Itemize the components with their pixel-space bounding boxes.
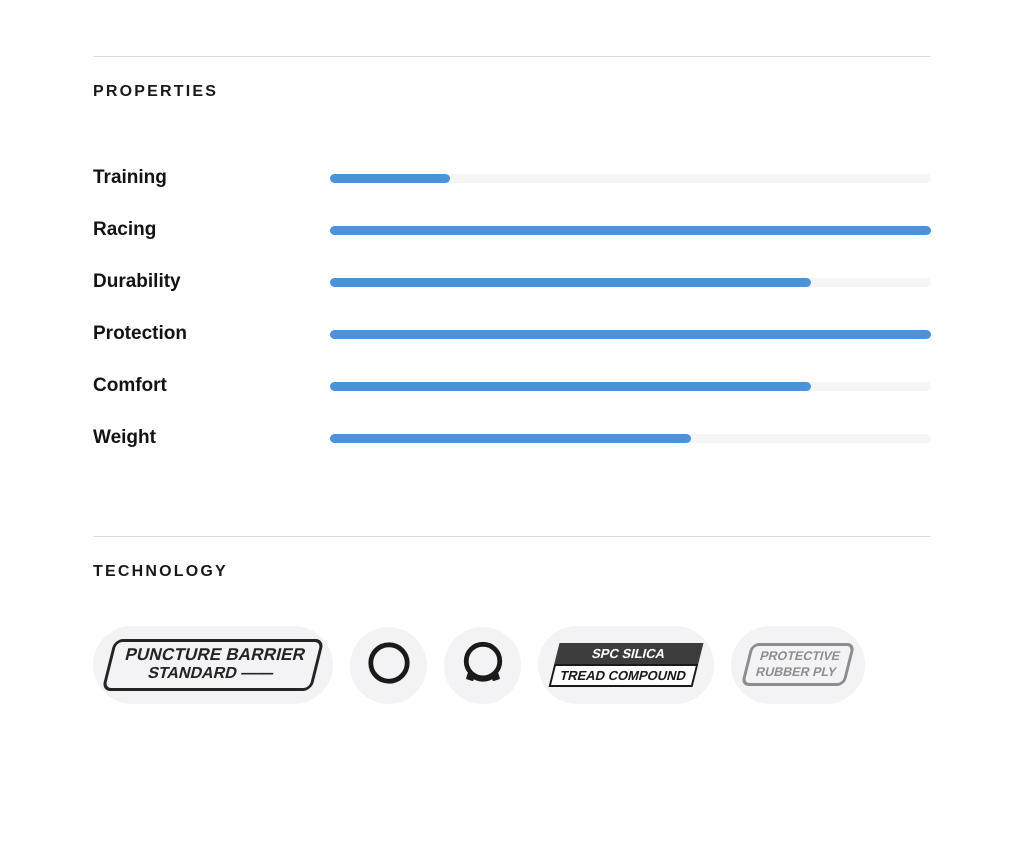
badge-protective-rubber-ply [731, 626, 865, 704]
property-label: Weight [93, 427, 156, 448]
badge-tire-outline [350, 627, 427, 704]
property-row-weight [93, 412, 931, 464]
spc-silica-logo [549, 643, 704, 687]
progress-track [330, 382, 931, 391]
progress-track [330, 278, 931, 287]
property-row-training [93, 152, 931, 204]
badge-puncture-barrier-standard [93, 626, 333, 704]
protective-rubber-ply-logo [741, 643, 856, 686]
property-row-durability [93, 256, 931, 308]
progress-fill [330, 278, 811, 287]
property-label: Comfort [93, 375, 167, 396]
badge-spc-silica-tread-compound [538, 626, 714, 704]
progress-fill [330, 330, 931, 339]
badge-tire-bead-outline [444, 627, 521, 704]
puncture-barrier-logo [102, 639, 325, 691]
progress-track [330, 174, 931, 183]
progress-fill [330, 226, 931, 235]
badge-text-line: TREAD COMPOUND [549, 664, 699, 688]
product-details-panel [93, 56, 931, 704]
progress-track [330, 226, 931, 235]
badge-text-line: PROTECTIVE [758, 649, 842, 664]
tire-bead-icon [460, 640, 506, 691]
property-row-racing [93, 204, 931, 256]
property-label: Protection [93, 323, 187, 344]
property-row-comfort [93, 360, 931, 412]
progress-track [330, 330, 931, 339]
property-label: Durability [93, 271, 181, 292]
properties-list [93, 152, 931, 464]
badge-text-line: PUNCTURE BARRIER [123, 645, 308, 665]
progress-fill [330, 382, 811, 391]
progress-fill [330, 174, 450, 183]
properties-heading: PROPERTIES [93, 83, 219, 100]
property-label: Racing [93, 219, 157, 240]
technology-heading: TECHNOLOGY [93, 563, 228, 580]
progress-track [330, 434, 931, 443]
property-row-protection [93, 308, 931, 360]
technology-badges-row [93, 626, 931, 704]
badge-text-line: STANDARD —— [146, 665, 276, 683]
property-label: Training [93, 167, 167, 188]
badge-text-line: RUBBER PLY [754, 665, 839, 679]
tire-ring-icon [366, 640, 412, 691]
progress-fill [330, 434, 691, 443]
badge-text-line: SPC SILICA [555, 643, 704, 664]
